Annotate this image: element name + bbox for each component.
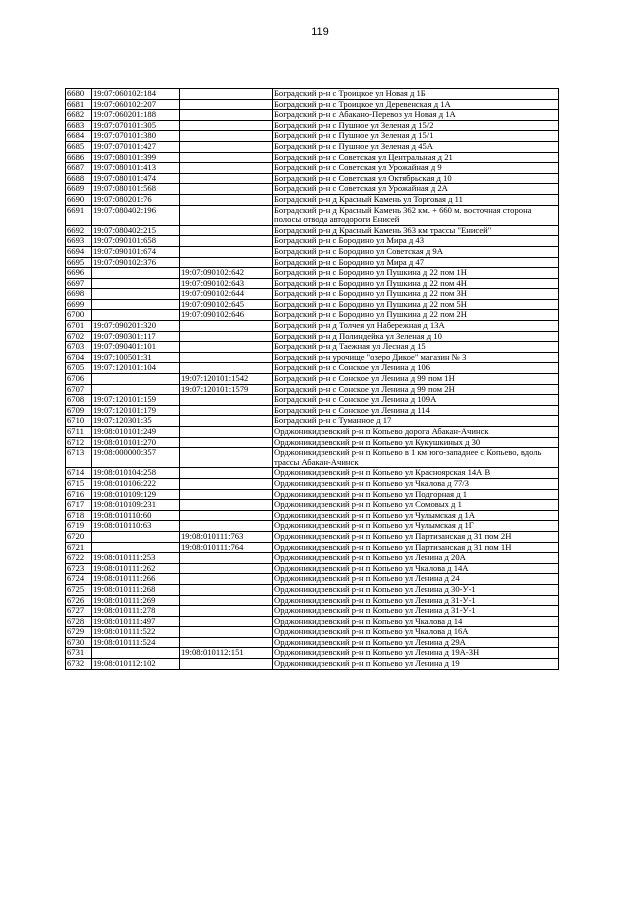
row-number-cell: 6714 [66, 468, 92, 479]
premises-cadastral-number-cell [180, 405, 273, 416]
table-row [66, 120, 559, 131]
address-cell: Боградский р-н с Бородино ул Мира д 47 [273, 257, 559, 268]
row-number-cell: 6712 [66, 437, 92, 448]
table-row [66, 648, 559, 659]
address-cell: Боградский р-н с Бородино ул Советская д 9А [273, 246, 559, 257]
row-number-cell: 6704 [66, 352, 92, 363]
premises-cadastral-number-cell: 19:07:120101:1542 [180, 374, 273, 385]
cadastral-number-cell: 19:07:080402:196 [92, 205, 180, 225]
premises-cadastral-number-cell [180, 173, 273, 184]
address-cell: Боградский р-н с Советская ул Октябрьская д 10 [273, 173, 559, 184]
address-cell: Боградский р-н с Бородино ул Мира д 43 [273, 236, 559, 247]
premises-cadastral-number-cell [180, 437, 273, 448]
premises-cadastral-number-cell [180, 606, 273, 617]
address-cell: Боградский р-н с Сонское ул Ленина д 99 пом 1Н [273, 374, 559, 385]
cadastral-number-cell: 19:08:010104:258 [92, 468, 180, 479]
address-cell: Боградский р-н урочище "озеро Дикое" магазин № 3 [273, 352, 559, 363]
address-cell: Боградский р-н д Таежная ул Лесная д 15 [273, 342, 559, 353]
row-number-cell: 6691 [66, 205, 92, 225]
table-row [66, 363, 559, 374]
cadastral-number-cell [92, 268, 180, 279]
page-number: 119 [311, 26, 329, 38]
table-row [66, 395, 559, 406]
table-row [66, 595, 559, 606]
premises-cadastral-number-cell: 19:08:010112:151 [180, 648, 273, 659]
address-cell: Орджоникидзевский р-н п Копьево ул Ленина д 24 [273, 574, 559, 585]
cadastral-number-cell: 19:07:070101:427 [92, 141, 180, 152]
address-cell: Боградский р-н д Полиндейка ул Зеленая д 10 [273, 331, 559, 342]
row-number-cell: 6727 [66, 606, 92, 617]
cadastral-number-cell: 19:07:080101:399 [92, 152, 180, 163]
premises-cadastral-number-cell [180, 184, 273, 195]
table-row [66, 321, 559, 332]
address-cell: Орджоникидзевский р-н п Копьево ул Партизанская д 31 пом 2Н [273, 531, 559, 542]
cadastral-number-cell: 19:08:010111:262 [92, 563, 180, 574]
cadastral-number-cell: 19:07:100501:31 [92, 352, 180, 363]
address-cell: Орджоникидзевский р-н п Копьево ул Ленина д 31-У-1 [273, 595, 559, 606]
premises-cadastral-number-cell [180, 363, 273, 374]
address-cell: Орджоникидзевский р-н п Копьево ул Чкалова д 16А [273, 627, 559, 638]
premises-cadastral-number-cell [180, 163, 273, 174]
property-registry-table [65, 88, 559, 670]
cadastral-number-cell: 19:07:060102:207 [92, 99, 180, 110]
address-cell: Орджоникидзевский р-н п Копьево ул Сомовых д 1 [273, 500, 559, 511]
table-row [66, 257, 559, 268]
table-row [66, 637, 559, 648]
cadastral-number-cell [92, 278, 180, 289]
table-row [66, 542, 559, 553]
premises-cadastral-number-cell: 19:07:090102:644 [180, 289, 273, 300]
address-cell: Боградский р-н с Пушное ул Зеленая д 15/2 [273, 120, 559, 131]
cadastral-number-cell: 19:08:010109:129 [92, 489, 180, 500]
cadastral-number-cell: 19:07:090401:101 [92, 342, 180, 353]
cadastral-number-cell: 19:08:010106:222 [92, 478, 180, 489]
premises-cadastral-number-cell [180, 468, 273, 479]
table-row [66, 563, 559, 574]
row-number-cell: 6702 [66, 331, 92, 342]
address-cell: Боградский р-н с Бородино ул Пушкина д 22 пом 3Н [273, 289, 559, 300]
row-number-cell: 6723 [66, 563, 92, 574]
row-number-cell: 6725 [66, 584, 92, 595]
cadastral-number-cell: 19:08:010101:270 [92, 437, 180, 448]
row-number-cell: 6724 [66, 574, 92, 585]
row-number-cell: 6732 [66, 659, 92, 670]
address-cell: Боградский р-н с Бородино ул Пушкина д 22 пом 4Н [273, 278, 559, 289]
table-row [66, 437, 559, 448]
table-row [66, 489, 559, 500]
cadastral-number-cell [92, 384, 180, 395]
premises-cadastral-number-cell [180, 246, 273, 257]
address-cell: Орджоникидзевский р-н п Копьево ул Чкалова д 14 [273, 616, 559, 627]
cadastral-number-cell: 19:07:090201:320 [92, 321, 180, 332]
row-number-cell: 6729 [66, 627, 92, 638]
address-cell: Орджоникидзевский р-н п Копьево ул Ленина д 31-У-1 [273, 606, 559, 617]
cadastral-number-cell: 19:08:000000:357 [92, 448, 180, 468]
table-row [66, 500, 559, 511]
address-cell: Боградский р-н с Троицкое ул Деревенская д 1А [273, 99, 559, 110]
premises-cadastral-number-cell: 19:07:090102:645 [180, 299, 273, 310]
row-number-cell: 6686 [66, 152, 92, 163]
row-number-cell: 6685 [66, 141, 92, 152]
table-row [66, 584, 559, 595]
table-row [66, 352, 559, 363]
address-cell: Боградский р-н с Троицкое ул Новая д 1Б [273, 89, 559, 100]
table-row [66, 141, 559, 152]
address-cell: Орджоникидзевский р-н п Копьево ул Чулымская д 1А [273, 510, 559, 521]
premises-cadastral-number-cell [180, 110, 273, 121]
cadastral-number-cell: 19:07:090101:674 [92, 246, 180, 257]
table-row [66, 289, 559, 300]
cadastral-number-cell: 19:08:010101:249 [92, 427, 180, 438]
premises-cadastral-number-cell [180, 448, 273, 468]
table-row [66, 342, 559, 353]
address-cell: Боградский р-н д Красный Камень 363 км трассы "Енисей" [273, 225, 559, 236]
cadastral-number-cell: 19:08:010111:269 [92, 595, 180, 606]
row-number-cell: 6708 [66, 395, 92, 406]
address-cell: Боградский р-н с Пушное ул Зеленая д 15/1 [273, 131, 559, 142]
table-row [66, 331, 559, 342]
table-row [66, 310, 559, 321]
cadastral-number-cell: 19:07:120101:159 [92, 395, 180, 406]
premises-cadastral-number-cell [180, 152, 273, 163]
address-cell: Боградский р-н с Советская ул Урожайная д 9 [273, 163, 559, 174]
table-row [66, 448, 559, 468]
cadastral-number-cell [92, 542, 180, 553]
row-number-cell: 6695 [66, 257, 92, 268]
address-cell: Боградский р-н с Сонское ул Ленина д 106 [273, 363, 559, 374]
cadastral-number-cell: 19:07:080101:474 [92, 173, 180, 184]
table-row [66, 89, 559, 100]
cadastral-number-cell: 19:08:010112:102 [92, 659, 180, 670]
row-number-cell: 6681 [66, 99, 92, 110]
table-row [66, 531, 559, 542]
row-number-cell: 6700 [66, 310, 92, 321]
address-cell: Боградский р-н с Бородино ул Пушкина д 22 пом 2Н [273, 310, 559, 321]
cadastral-number-cell: 19:07:090102:376 [92, 257, 180, 268]
premises-cadastral-number-cell [180, 416, 273, 427]
cadastral-number-cell: 19:07:090301:117 [92, 331, 180, 342]
cadastral-number-cell: 19:08:010110:60 [92, 510, 180, 521]
address-cell: Боградский р-н с Бородино ул Пушкина д 22 пом 5Н [273, 299, 559, 310]
cadastral-number-cell: 19:08:010110:63 [92, 521, 180, 532]
cadastral-number-cell: 19:07:060201:188 [92, 110, 180, 121]
premises-cadastral-number-cell: 19:07:120101:1579 [180, 384, 273, 395]
premises-cadastral-number-cell [180, 321, 273, 332]
row-number-cell: 6705 [66, 363, 92, 374]
address-cell: Боградский р-н с Сонское ул Ленина д 114 [273, 405, 559, 416]
address-cell: Боградский р-н с Сонское ул Ленина д 109А [273, 395, 559, 406]
cadastral-number-cell: 19:07:080402:215 [92, 225, 180, 236]
premises-cadastral-number-cell: 19:07:090102:642 [180, 268, 273, 279]
cadastral-number-cell: 19:07:080201:76 [92, 194, 180, 205]
row-number-cell: 6690 [66, 194, 92, 205]
address-cell: Боградский р-н с Сонское ул Ленина д 99 пом 2Н [273, 384, 559, 395]
premises-cadastral-number-cell: 19:08:010111:764 [180, 542, 273, 553]
address-cell: Орджоникидзевский р-н п Копьево в 1 км юго-западнее с Копьево, вдоль трассы Абакан-Ачинск [273, 448, 559, 468]
row-number-cell: 6699 [66, 299, 92, 310]
address-cell: Орджоникидзевский р-н п Копьево ул Подгорная д 1 [273, 489, 559, 500]
row-number-cell: 6697 [66, 278, 92, 289]
table-row [66, 659, 559, 670]
premises-cadastral-number-cell [180, 89, 273, 100]
premises-cadastral-number-cell [180, 205, 273, 225]
premises-cadastral-number-cell: 19:07:090102:643 [180, 278, 273, 289]
row-number-cell: 6694 [66, 246, 92, 257]
premises-cadastral-number-cell [180, 521, 273, 532]
premises-cadastral-number-cell [180, 478, 273, 489]
row-number-cell: 6728 [66, 616, 92, 627]
row-number-cell: 6683 [66, 120, 92, 131]
row-number-cell: 6717 [66, 500, 92, 511]
premises-cadastral-number-cell [180, 131, 273, 142]
premises-cadastral-number-cell [180, 120, 273, 131]
table-row [66, 416, 559, 427]
table-row [66, 246, 559, 257]
row-number-cell: 6731 [66, 648, 92, 659]
table-row [66, 374, 559, 385]
address-cell: Орджоникидзевский р-н п Копьево ул Чкалова д 77/3 [273, 478, 559, 489]
address-cell: Боградский р-н д Толчея ул Набережная д 13А [273, 321, 559, 332]
row-number-cell: 6710 [66, 416, 92, 427]
table-row [66, 574, 559, 585]
address-cell: Орджоникидзевский р-н п Копьево ул Красноярская 14А В [273, 468, 559, 479]
address-cell: Орджоникидзевский р-н п Копьево ул Партизанская д 31 пом 1Н [273, 542, 559, 553]
cadastral-number-cell: 19:08:010111:253 [92, 553, 180, 564]
cadastral-number-cell [92, 374, 180, 385]
cadastral-number-cell: 19:08:010109:231 [92, 500, 180, 511]
table-row [66, 152, 559, 163]
row-number-cell: 6715 [66, 478, 92, 489]
table-row [66, 173, 559, 184]
address-cell: Орджоникидзевский р-н п Копьево ул Ленина д 29А [273, 637, 559, 648]
cadastral-number-cell: 19:08:010111:266 [92, 574, 180, 585]
address-cell: Орджоникидзевский р-н п Копьево ул Ленина д 19 [273, 659, 559, 670]
address-cell: Орджоникидзевский р-н п Копьево ул Ленина д 20А [273, 553, 559, 564]
premises-cadastral-number-cell [180, 352, 273, 363]
cadastral-number-cell: 19:07:120301:35 [92, 416, 180, 427]
cadastral-number-cell [92, 310, 180, 321]
table-row [66, 478, 559, 489]
address-cell: Боградский р-н с Туманное д 17 [273, 416, 559, 427]
table-row [66, 427, 559, 438]
premises-cadastral-number-cell [180, 395, 273, 406]
table-row [66, 184, 559, 195]
row-number-cell: 6693 [66, 236, 92, 247]
row-number-cell: 6701 [66, 321, 92, 332]
premises-cadastral-number-cell [180, 595, 273, 606]
address-cell: Боградский р-н д Красный Камень ул Торговая д 11 [273, 194, 559, 205]
premises-cadastral-number-cell [180, 616, 273, 627]
row-number-cell: 6692 [66, 225, 92, 236]
premises-cadastral-number-cell [180, 510, 273, 521]
premises-cadastral-number-cell [180, 563, 273, 574]
address-cell: Боградский р-н с Пушное ул Зеленая д 45А [273, 141, 559, 152]
cadastral-number-cell: 19:08:010111:524 [92, 637, 180, 648]
premises-cadastral-number-cell [180, 194, 273, 205]
cadastral-number-cell: 19:07:080101:413 [92, 163, 180, 174]
row-number-cell: 6718 [66, 510, 92, 521]
row-number-cell: 6730 [66, 637, 92, 648]
cadastral-number-cell: 19:08:010111:497 [92, 616, 180, 627]
table-row [66, 268, 559, 279]
cadastral-number-cell: 19:07:060102:184 [92, 89, 180, 100]
row-number-cell: 6721 [66, 542, 92, 553]
table-row [66, 299, 559, 310]
table-row [66, 205, 559, 225]
cadastral-number-cell: 19:07:120101:179 [92, 405, 180, 416]
table-row [66, 553, 559, 564]
premises-cadastral-number-cell [180, 500, 273, 511]
cadastral-number-cell: 19:08:010111:522 [92, 627, 180, 638]
row-number-cell: 6682 [66, 110, 92, 121]
cadastral-number-cell [92, 299, 180, 310]
premises-cadastral-number-cell [180, 141, 273, 152]
cadastral-number-cell: 19:07:090101:658 [92, 236, 180, 247]
row-number-cell: 6687 [66, 163, 92, 174]
row-number-cell: 6709 [66, 405, 92, 416]
row-number-cell: 6720 [66, 531, 92, 542]
table-row [66, 225, 559, 236]
premises-cadastral-number-cell [180, 331, 273, 342]
row-number-cell: 6688 [66, 173, 92, 184]
cadastral-number-cell: 19:08:010111:278 [92, 606, 180, 617]
cadastral-number-cell: 19:07:070101:305 [92, 120, 180, 131]
cadastral-number-cell [92, 289, 180, 300]
row-number-cell: 6719 [66, 521, 92, 532]
premises-cadastral-number-cell [180, 257, 273, 268]
row-number-cell: 6707 [66, 384, 92, 395]
table-row [66, 99, 559, 110]
address-cell: Орджоникидзевский р-н п Копьево ул Чулымская д 1Г [273, 521, 559, 532]
row-number-cell: 6703 [66, 342, 92, 353]
premises-cadastral-number-cell [180, 99, 273, 110]
row-number-cell: 6706 [66, 374, 92, 385]
row-number-cell: 6726 [66, 595, 92, 606]
table-row [66, 236, 559, 247]
table-row [66, 606, 559, 617]
table-row [66, 405, 559, 416]
address-cell: Боградский р-н с Советская ул Центральная д 21 [273, 152, 559, 163]
premises-cadastral-number-cell [180, 427, 273, 438]
table-row [66, 110, 559, 121]
row-number-cell: 6716 [66, 489, 92, 500]
row-number-cell: 6684 [66, 131, 92, 142]
cadastral-number-cell: 19:08:010111:268 [92, 584, 180, 595]
premises-cadastral-number-cell [180, 584, 273, 595]
cadastral-number-cell: 19:07:070101:380 [92, 131, 180, 142]
table-row [66, 384, 559, 395]
address-cell: Орджоникидзевский р-н п Копьево ул Кукушкиных д 30 [273, 437, 559, 448]
row-number-cell: 6696 [66, 268, 92, 279]
table-row [66, 616, 559, 627]
address-cell: Боградский р-н д Красный Камень 362 км. + 660 м. восточная сторона полосы отвода автодороги Енисей [273, 205, 559, 225]
registry-body [66, 89, 559, 670]
address-cell: Орджоникидзевский р-н п Копьево дорога Абакан-Ачинск [273, 427, 559, 438]
row-number-cell: 6713 [66, 448, 92, 468]
cadastral-number-cell: 19:07:120101:104 [92, 363, 180, 374]
cadastral-number-cell: 19:07:080101:568 [92, 184, 180, 195]
premises-cadastral-number-cell [180, 553, 273, 564]
address-cell: Орджоникидзевский р-н п Копьево ул Ленина д 30-У-1 [273, 584, 559, 595]
row-number-cell: 6711 [66, 427, 92, 438]
table-row [66, 627, 559, 638]
premises-cadastral-number-cell [180, 225, 273, 236]
table-row [66, 163, 559, 174]
address-cell: Орджоникидзевский р-н п Копьево ул Чкалова д 14А [273, 563, 559, 574]
cadastral-number-cell [92, 531, 180, 542]
table-row [66, 131, 559, 142]
premises-cadastral-number-cell: 19:08:010111:763 [180, 531, 273, 542]
address-cell: Боградский р-н с Бородино ул Пушкина д 22 пом 1Н [273, 268, 559, 279]
premises-cadastral-number-cell: 19:07:090102:646 [180, 310, 273, 321]
premises-cadastral-number-cell [180, 489, 273, 500]
address-cell: Боградский р-н с Абакано-Перевоз ул Новая д 1А [273, 110, 559, 121]
premises-cadastral-number-cell [180, 236, 273, 247]
table-row [66, 194, 559, 205]
row-number-cell: 6722 [66, 553, 92, 564]
table-row [66, 510, 559, 521]
row-number-cell: 6680 [66, 89, 92, 100]
table-row [66, 468, 559, 479]
table-row [66, 521, 559, 532]
table-row [66, 278, 559, 289]
row-number-cell: 6698 [66, 289, 92, 300]
premises-cadastral-number-cell [180, 659, 273, 670]
row-number-cell: 6689 [66, 184, 92, 195]
premises-cadastral-number-cell [180, 342, 273, 353]
cadastral-number-cell [92, 648, 180, 659]
premises-cadastral-number-cell [180, 627, 273, 638]
address-cell: Боградский р-н с Советская ул Урожайная д 2А [273, 184, 559, 195]
premises-cadastral-number-cell [180, 574, 273, 585]
premises-cadastral-number-cell [180, 637, 273, 648]
address-cell: Орджоникидзевский р-н п Копьево ул Ленина д 19А-3Н [273, 648, 559, 659]
